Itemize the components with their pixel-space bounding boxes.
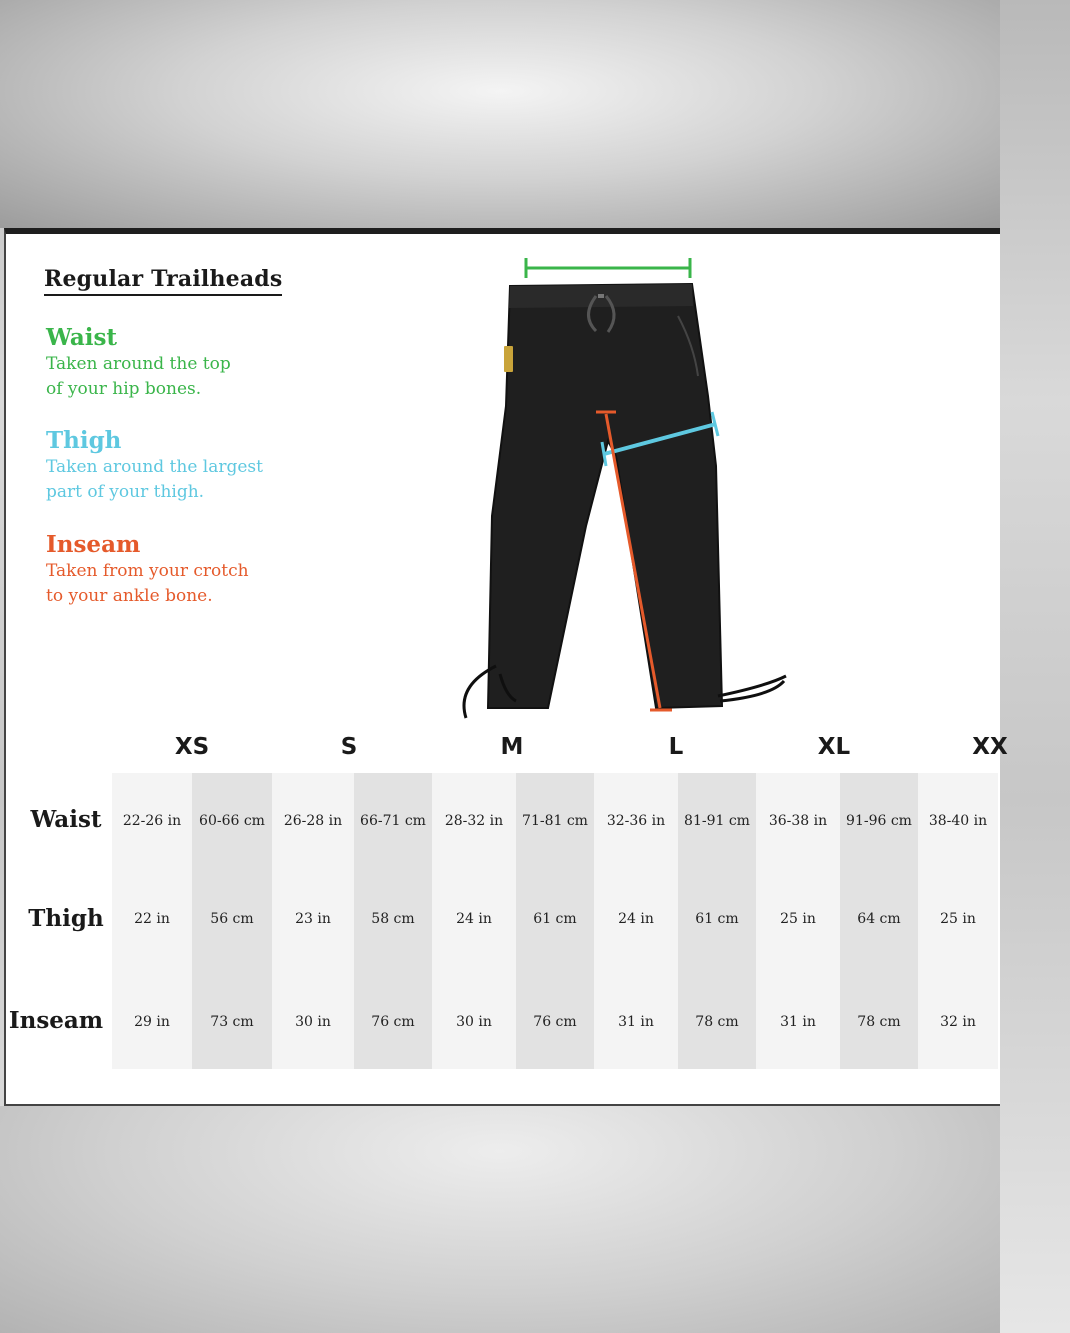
row-label-thigh: Thigh [28,905,104,932]
cell-inseam: 31 in [780,1014,816,1030]
cell-inseam: 30 in [295,1014,331,1030]
cell-waist: 38-40 in [928,813,988,829]
size-chart-card [4,228,1008,1106]
cell-thigh: 24 in [618,911,654,927]
cell-waist: 26-28 in [283,813,343,829]
cell-thigh: 22 in [134,911,170,927]
table-column [918,773,998,1069]
table-column [432,773,516,1069]
table-column [516,773,594,1069]
legend-inseam [46,531,306,609]
size-table [112,773,1012,1069]
size-xs: XS [174,734,210,760]
table-column [112,773,192,1069]
cell-thigh: 61 cm [695,911,739,927]
cell-inseam: 78 cm [695,1014,739,1030]
size-xx: XX [972,734,1008,760]
table-column [840,773,918,1069]
size-xl: XL [817,734,851,760]
chart-title: Regular Trailheads [44,266,282,296]
legend-inseam-title: Inseam [46,531,141,558]
cell-waist: 71-81 cm [522,813,588,829]
legend-thigh-title: Thigh [46,427,122,454]
cell-inseam: 76 cm [533,1014,577,1030]
cell-thigh: 64 cm [857,911,901,927]
cell-waist: 60-66 cm [199,813,265,829]
cell-waist: 32-36 in [606,813,666,829]
table-column [354,773,432,1069]
cell-thigh: 56 cm [210,911,254,927]
cell-waist: 91-96 cm [846,813,912,829]
size-s: S [340,734,358,760]
legend-thigh-line1: Taken around the largest [46,457,263,477]
cell-inseam: 30 in [456,1014,492,1030]
pants-illustration [446,256,806,716]
table-column [756,773,840,1069]
cell-waist: 81-91 cm [684,813,750,829]
legend-thigh [46,427,306,505]
table-column [272,773,354,1069]
legend-waist-line1: Taken around the top [46,354,231,374]
row-label-waist: Waist [30,806,102,833]
cell-waist: 66-71 cm [360,813,426,829]
size-header-row [6,734,1008,774]
legend-waist-title: Waist [46,324,118,351]
cell-inseam: 29 in [134,1014,170,1030]
legend-thigh-line2: part of your thigh. [46,482,205,502]
cell-inseam: 73 cm [210,1014,254,1030]
cell-thigh: 24 in [456,911,492,927]
size-l: L [668,734,684,760]
cell-waist: 28-32 in [444,813,504,829]
legend-waist [46,324,306,402]
cell-thigh: 61 cm [533,911,577,927]
background-bottom [0,1106,1000,1333]
table-column [678,773,756,1069]
cell-inseam: 32 in [940,1014,976,1030]
table-column [594,773,678,1069]
legend-inseam-line1: Taken from your crotch [46,561,249,581]
background-top [0,0,1000,228]
row-label-inseam: Inseam [8,1007,104,1034]
legend-waist-line2: of your hip bones. [46,379,202,399]
cell-thigh: 23 in [295,911,331,927]
legend-inseam-line2: to your ankle bone. [46,586,213,606]
cell-thigh: 25 in [940,911,976,927]
cell-thigh: 25 in [780,911,816,927]
cell-thigh: 58 cm [371,911,415,927]
cell-waist: 36-38 in [768,813,828,829]
table-column [192,773,272,1069]
cell-inseam: 31 in [618,1014,654,1030]
size-m: M [500,734,524,760]
cell-inseam: 78 cm [857,1014,901,1030]
cell-waist: 22-26 in [122,813,182,829]
cell-inseam: 76 cm [371,1014,415,1030]
